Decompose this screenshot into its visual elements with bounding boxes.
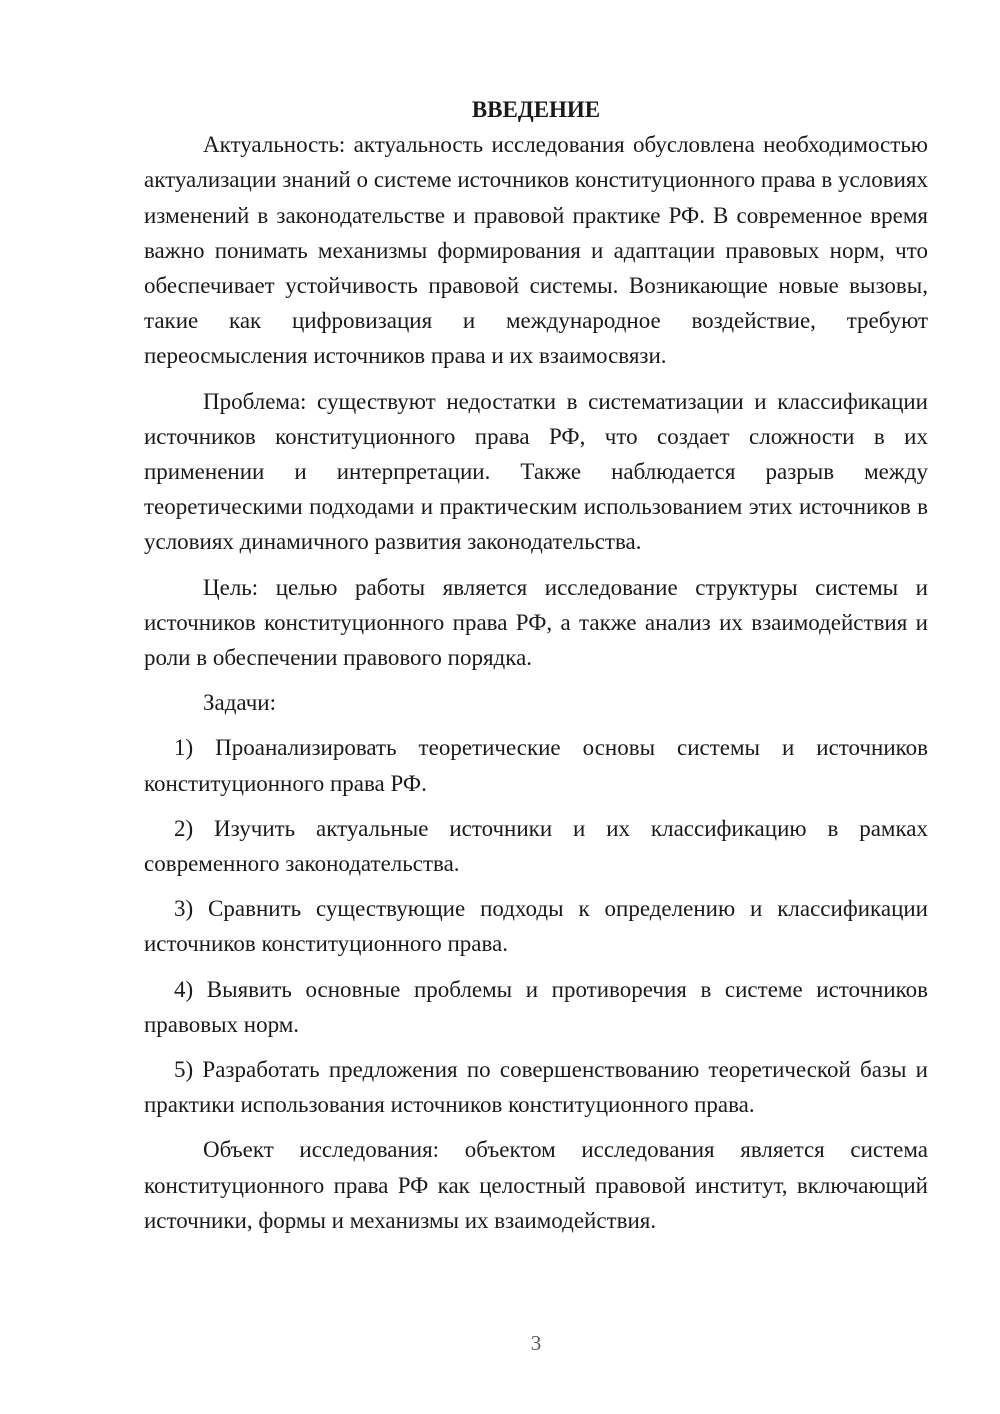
task-item: 5) Разработать предложения по совершенствованию теоретической базы и практики использования источников конституционного права. [144,1057,928,1118]
task-item: 1) Проанализировать теоретические основы системы и источников конституционного права РФ. [144,735,928,796]
task-item: 2) Изучить актуальные источники и их классификацию в рамках современного законодательства. [144,815,928,877]
page-number: 3 [530,1331,542,1355]
problem-paragraph: Проблема: существуют недостатки в систематизации и классификации источников конституционного права РФ, что создает сложности в их применении и интерпретации. Также наблюдается разрыв между теоретическими подходами и практическим использованием этих источников в условиях динамичного развития законодательства. [144,388,928,555]
document-body [144,92,928,1238]
tasks-heading: Задачи: [203,690,276,716]
section-title: ВВЕДЕНИЕ [471,97,601,122]
task-item: 4) Выявить основные проблемы и противоречия в системе источников правовых норм. [144,976,928,1037]
relevance-paragraph: Актуальность: актуальность исследования обусловлена необходимостью актуализации знаний о системе источников конституционного права в условиях изменений в законодательстве и правовой практике РФ. В современное время важно понимать механизмы формирования и адаптации правовых норм, что обеспечивает устойчивость правовой системы. Возникающие новые вызовы, такие как цифровизация и международное воздействие, требуют переосмысления источников права и их взаимосвязи. [144,132,928,369]
goal-paragraph: Цель: целью работы является исследование структуры системы и источников конституционного права РФ, а также анализ их взаимодействия и роли в обеспечении правового порядка. [144,574,928,671]
object-paragraph: Объект исследования: объектом исследования является система конституционного права РФ как целостный правовой институт, включающий источники, формы и механизмы их взаимодействия. [144,1137,928,1233]
task-item: 3) Сравнить существующие подходы к определению и классификации источников конституционного права. [144,896,928,957]
